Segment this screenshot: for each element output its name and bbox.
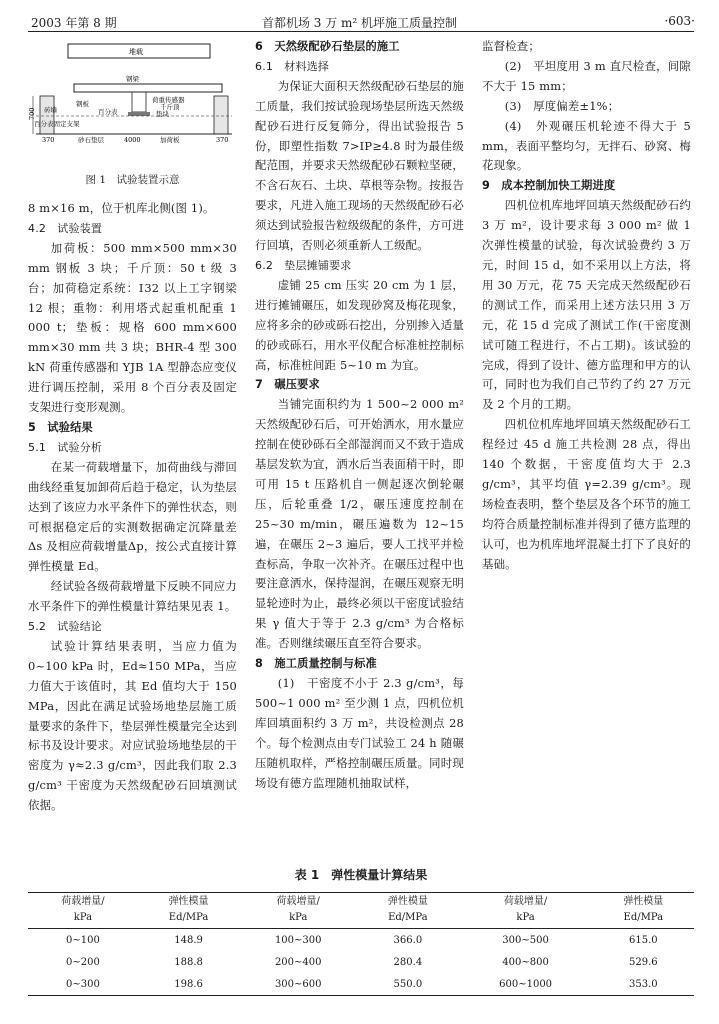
heading-6: 6 天然级配砂石垫层的施工 <box>255 40 400 53</box>
heading-5-2: 5.2 试验结论 <box>28 620 103 634</box>
table-cell: 353.0 <box>593 973 694 996</box>
issue-label: 2003 年第 8 期 <box>31 16 117 30</box>
label-dial-support: 百分表固定支架 <box>34 120 80 128</box>
table-title: 表 1 弹性模量计算结果 <box>294 868 428 882</box>
paragraph: 加荷板：500 mm×500 mm×30 mm 钢板 3 块；千斤顶：50 t 级 3 台；加荷稳定系统：Ⅰ32 以上工字钢梁 12 根；重物：利用塔式起重机配重 1 000 t；垫板：规格 600 mm×600 mm×30 mm 共 3 块；BHR-4 型 300 kN 荷重传感器和 YJB 1A 型静态应变仪进行调压控制，采用 8 个百分表及固定支架进行变形观测。 <box>28 240 237 415</box>
load-plate <box>128 112 150 116</box>
table-cell: 300~600 <box>239 973 357 996</box>
dim-370-left: 370 <box>42 136 55 144</box>
column-1 <box>28 199 237 816</box>
paragraph: (1) 干密度不小于 2.3 g/cm³，每 500~1 000 m² 至少测 1 点，四机位机库回填面积约 3 万 m²，共设检测点 28 个。每个检测点由专门试验工 24 h 随碾压随机取样，严格控制碾压质量。同时现场设有德方监理随机抽取试样， <box>255 676 464 790</box>
dim-4000: 4000 <box>124 136 141 144</box>
heading-9: 9 成本控制加快工期进度 <box>482 179 616 193</box>
header-rule <box>28 31 694 32</box>
dim-700: 700 <box>28 107 36 120</box>
label-surcharge: 堆载 <box>129 48 143 56</box>
label-steel-beam: 钢梁 <box>126 75 139 83</box>
page-number: ·603· <box>664 14 695 28</box>
brick-wall-right <box>214 96 228 134</box>
column-3 <box>482 37 691 574</box>
label-pad: 垫块 <box>156 110 169 118</box>
paragraph: 试验计算结果表明，当应力值为 0~100 kPa 时，Ed≈150 MPa，当应力值大于该值时，其 Ed 值均大于 150 MPa，因此在满足试验场地垫层施工质量要求的条件下，垫层弹性模量完全达到标书及设计要求。对应试验场地垫层的干密度为 γ≈2.3 g/cm³，因此我们取 2.3 g/cm³ 干密度为天然级配砂石回填测试依据。 <box>28 638 237 813</box>
table-cell: 0~200 <box>66 956 100 968</box>
heading-5: 5 试验结果 <box>28 420 93 434</box>
table-cell: 400~800 <box>502 956 549 968</box>
label-gravel-layer: 砂石垫层 <box>78 136 104 144</box>
heading-8: 8 施工质量控制与标准 <box>255 657 377 671</box>
table-cell: 529.6 <box>628 956 658 968</box>
table-cell: 200~400 <box>274 956 322 968</box>
table-cell: 0~100 <box>66 934 100 946</box>
paragraph: 经试验各级荷载增量下反映不同应力水平条件下的弹性模量计算结果见表 1。 <box>28 579 237 614</box>
paragraph: (2) 平坦度用 3 m 直尺检查，间隙不大于 15 mm； <box>482 58 691 93</box>
label-dial-gauge: 百分表 <box>98 108 118 116</box>
table-cell: 148.9 <box>174 934 203 946</box>
table-header-row <box>28 893 694 929</box>
heading-6-2: 6.2 垫层摊铺要求 <box>255 258 352 272</box>
label-brick-wall: 砖墙 <box>44 106 57 114</box>
col-header: 荷载增量/ kPa <box>459 893 593 929</box>
label-jack: 千斤顶 <box>160 103 180 111</box>
running-header <box>0 12 719 32</box>
table-row <box>28 951 694 973</box>
paragraph: 四机位机库地坪回填天然级配砂石工程经过 45 d 施工共检测 28 点，得出 140 个数据，干密度值均大于 2.3 g/cm³，其平均值 γ=2.39 g/cm³。现场检查表明，整个垫层及各个环节的施工均符合质量控制标准并得到了德方监理的认可，也为机库地坪混凝土打下了良好的基础。 <box>482 417 691 571</box>
heading-4-2: 4.2 试验装置 <box>28 221 103 235</box>
col-header: 荷载增量/ kPa <box>239 893 357 929</box>
table-cell: 280.4 <box>393 956 423 968</box>
steel-beam <box>74 84 222 92</box>
table-cell: 188.8 <box>174 956 203 968</box>
table-cell: 550.0 <box>357 973 458 996</box>
test-setup-diagram <box>28 40 237 158</box>
dim-370-right: 370 <box>216 136 229 144</box>
paragraph: 当铺完面积约为 1 500~2 000 m² 天然级配砂石后，可开始洒水，用水量应控制在使砂砾石全部湿润而又不致于造成基层发软为宜，洒水后当表面稍干时，即可用 15 t 压路机自一侧起逐次倒轮碾压，后轮重叠 1/2，碾压速度控制在 25~30 m/min，碾压遍数为 12~15 遍，在碾压 2~3 遍后，要人工找平并检查标高，争取一次补齐。在碾压过程中也要注意洒水，保持湿润，在碾压观察无明显轮迹时为止，最终必须以干密度试验结果 γ 值大于等于 2.3 g/cm³ 为合格标准。否则继续碾压直至符合要求。 <box>255 397 464 651</box>
elastic-modulus-table <box>28 892 694 996</box>
heading-5-1: 5.1 试验分析 <box>28 440 103 454</box>
col-header: 弹性模量 Ed/MPa <box>138 893 239 929</box>
table-cell: 100~300 <box>274 934 322 946</box>
jack <box>132 92 146 112</box>
col-header: 荷载增量/ kPa <box>28 893 138 929</box>
table-cell: 600~1000 <box>459 973 593 996</box>
col-header: 弹性模量 Ed/MPa <box>357 893 458 929</box>
paragraph: 为保证大面积天然级配砂石垫层的施工质量，我们按试验现场垫层所选天然级配砂石进行反复筛分，得出试验报告 5 份，即塑性指数 7>IP≥4.8 时为最佳级配范围，并要求天然级配砂石颗粒坚硬，不含石灰石、土块、草根等杂物。按报告要求，凡进入施工现场的天然级配砂石必须达到试验报告粒级级配的条件，方可进行回填，否则必须重新人工级配。 <box>255 78 464 253</box>
paragraph: 8 m×16 m，位于机库北侧(图 1)。 <box>28 201 215 215</box>
table-row <box>28 973 694 996</box>
label-steel-plate: 钢板 <box>76 100 89 108</box>
table-cell: 300~500 <box>502 934 549 946</box>
heading-6-1: 6.1 材料选择 <box>255 59 330 73</box>
paragraph: 在某一荷载增量下，加荷曲线与滞回曲线经重复加卸荷后趋于稳定，认为垫层达到了该应力水平条件下的弹性状态，则可根据稳定后的实测数据确定沉降量差Δs 及相应荷载增量Δp，按公式直接计算弹性模量 Ed。 <box>28 459 237 574</box>
paragraph: (3) 厚度偏差±1%； <box>504 98 620 113</box>
label-load-plate: 加荷板 <box>160 136 180 144</box>
figure-caption: 图 1 试验装置示意 <box>85 174 180 186</box>
table-cell: 366.0 <box>393 934 423 946</box>
column-2 <box>255 37 464 793</box>
table-row <box>28 929 694 952</box>
col-header: 弹性模量 Ed/MPa <box>593 893 694 929</box>
table-cell: 198.6 <box>138 973 239 996</box>
paragraph: 监督检查； <box>482 39 540 53</box>
table-cell: 615.0 <box>628 934 658 946</box>
table-cell: 0~300 <box>28 973 138 996</box>
label-load-sensor: 荷重传感器 <box>152 96 185 104</box>
heading-7: 7 碾压要求 <box>255 378 320 392</box>
article-title: 首都机场 3 万 m² 机坪施工质量控制 <box>261 16 458 30</box>
brick-wall-left <box>40 96 54 134</box>
paragraph: (4) 外观碾压机轮迹不得大于 5 mm，表面平整均匀，无拌石、砂窝、梅花现象。 <box>482 118 691 173</box>
paragraph: 虚铺 25 cm 压实 20 cm 为 1 层，进行摊铺碾压，如发现砂窝及梅花现象，应将多余的砂或砾石挖出，分别掺入适量的砂或砾石，用水平仪配合标准桩控制标高，标准桩间距 5~10 m 为宜。 <box>255 277 464 372</box>
paragraph: 四机位机库地坪回填天然级配砂石约 3 万 m²，设计要求每 3 000 m² 做 1 次弹性模量的试验，每次试验费约 3 万元，时间 15 d，如不采用以上方法，将用 30 万元，花 75 天完成天然级配砂石的测试工作，而采用上述方法只用 3 万元，花 15 d 完成了测试工作(干密度测试可随工程进行，不占工期)。该试验的完成，得到了设计、德方监理和甲方的认可，同时也为我们自己节约了约 27 万元及 2 个月的工期。 <box>482 198 691 412</box>
